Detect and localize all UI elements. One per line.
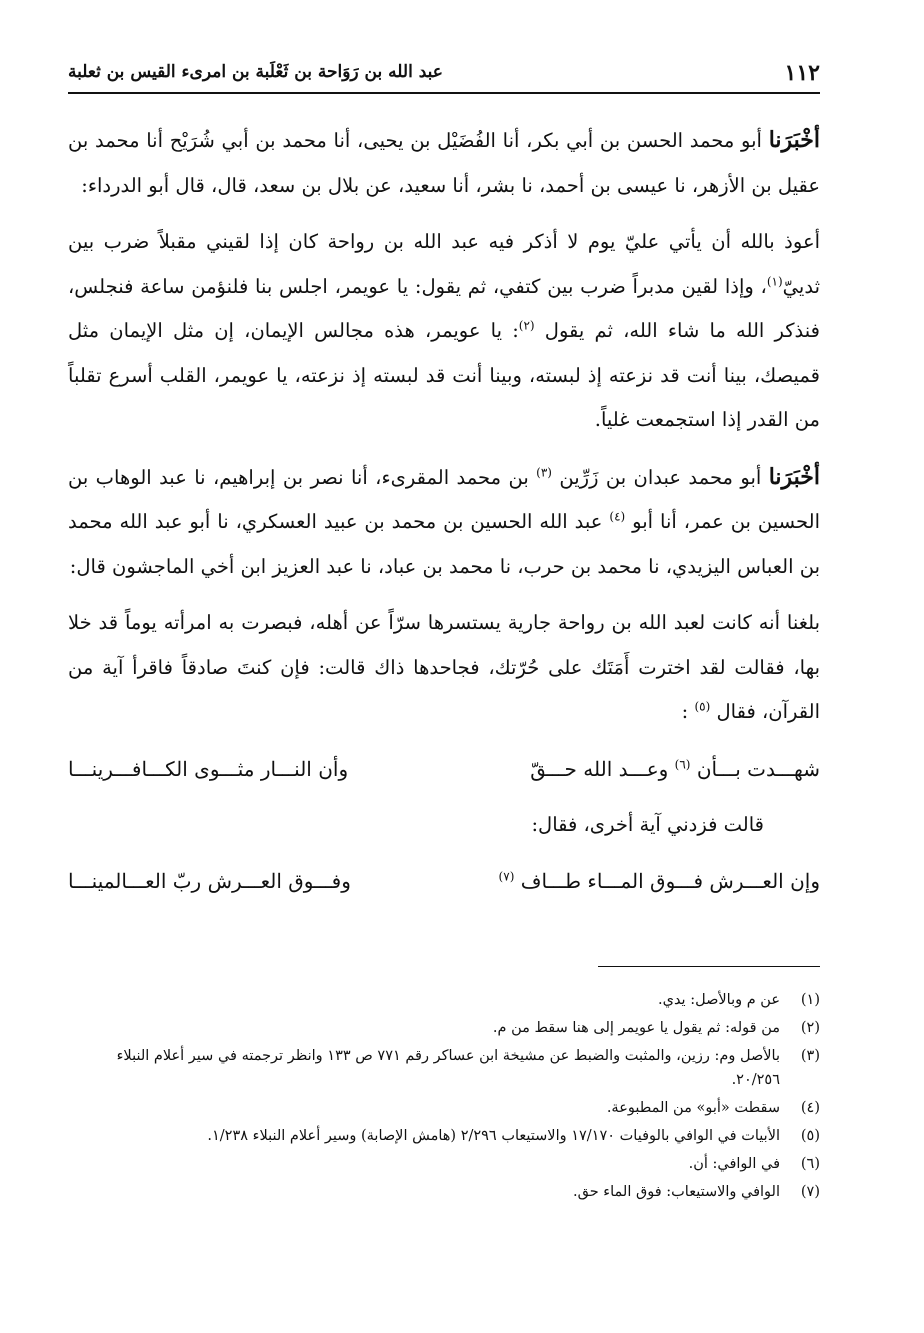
footnote-text: الأبيات في الوافي بالوفيات ١٧/١٧٠ والاستيعاب ٢/٢٩٦ (هامش الإصابة) وسير أعلام النبلاء ١/٢٣٨. (207, 1128, 780, 1144)
paragraph-text: عبد الله الحسين بن محمد بن عبيد العسكري، نا أبو عبد الله محمد بن العباس اليزيدي، نا محمد بن حرب، نا محمد بن عباد، نا عبد العزيز ابن أخي الماجشون قال: (68, 510, 820, 578)
verse-text: وإن العـــرش فـــوق المـــاء طـــاف (520, 869, 820, 893)
verse-second-hemistich: وأن النـــار مثـــوى الكـــافـــرينـــا (68, 756, 349, 781)
transmission-keyword: أخْبَرَنا (768, 463, 821, 490)
verse-text: وعـــد الله حـــقّ (530, 756, 669, 781)
paragraph-text: بن محمد المقرىء، أنا نصر بن إبراهيم، نا عبد الوهاب بن الحسين بن عمر، أنا أبو (68, 465, 821, 533)
page-header (68, 52, 820, 94)
footnote-marker-3[interactable]: (٣) (536, 465, 552, 479)
footnote (68, 1096, 820, 1120)
main-text (68, 118, 820, 915)
verse-intro: قالت فزدني آية أخرى، فقال: (531, 812, 764, 836)
footnotes (68, 988, 820, 1208)
transmission-keyword: أخْبَرَنا (768, 127, 821, 153)
poem-verse-2 (68, 859, 820, 903)
paragraph-4 (68, 601, 820, 735)
verse-text: شهـــدت بـــأن (696, 756, 820, 781)
paragraph-text: : يا عويمر، هذه مجالس الإيمان، إن مثل الإيمان مثل قميصك، بينا أنت قد نزعته إذ لبسته، وبينا أنت قد لبسته إذ نزعته، يا عويمر، القلب أسرع تقلباً من القدر إذا استجمعت غلياً. (68, 319, 820, 431)
paragraph-3 (68, 455, 820, 590)
footnote (68, 1152, 820, 1176)
footnote-number: (٢) (800, 1020, 820, 1036)
footnote-marker-6[interactable]: (٦) (674, 756, 691, 771)
footnote-number: (٤) (800, 1100, 820, 1116)
footnote-text: عن م وبالأصل: يدي. (657, 992, 780, 1008)
paragraph-2 (68, 220, 820, 443)
footnote (68, 1016, 820, 1040)
footnote-number: (٧) (800, 1184, 820, 1200)
paragraph-text: أبو محمد الحسن بن أبي بكر، أنا الفُضَيْل بن يحيى، أنا محمد بن أبي شُرَيْح أنا محمد بن عقيل بن الأزهر، نا عيسى بن أحمد، نا بشر، أنا سعيد، عن بلال بن سعد، قال، قال أبو الدرداء: (68, 129, 820, 197)
footnote-marker-7[interactable]: (٧) (498, 869, 515, 884)
footnote-marker-2[interactable]: (٢) (518, 318, 535, 333)
verse-second-hemistich: وفـــوق العـــرش ربّ العـــالمينـــا (68, 869, 351, 893)
footnote-text: في الوافي: أن. (688, 1156, 780, 1172)
footnote-marker-1[interactable]: (١) (766, 274, 783, 288)
footnote-number: (٥) (800, 1128, 820, 1144)
footnote-number: (٣) (800, 1048, 820, 1064)
footnote-marker-4[interactable]: (٤) (609, 509, 626, 524)
paragraph-text: أعوذ بالله أن يأتي عليّ يوم لا أذكر فيه عبد الله بن رواحة كان إذا لقيني مقبلاً ضرب بين ثدييّ (68, 230, 820, 298)
footnote (68, 1044, 820, 1092)
footnote-text: بالأصل وم: رزين، والمثبت والضبط عن مشيخة ابن عساكر رقم ٧٧١ ص ١٣٣ وانظر ترجمته في سير أعلام النبلاء ٢٠/٢٥٦. (116, 1048, 780, 1088)
footnote-text: من قوله: ثم يقول يا عويمر إلى هنا سقط من م. (492, 1020, 780, 1036)
paragraph-text: ، وإذا لقين مدبراً ضرب بين كتفي، ثم يقول: يا عويمر، اجلس بنا فلنؤمن ساعة فنجلس، فنذكر الله ما شاء الله، ثم يقول (68, 274, 820, 342)
footnote (68, 1124, 820, 1148)
footnote-number: (٦) (800, 1156, 820, 1172)
footnote-marker-5[interactable]: (٥) (694, 699, 711, 714)
paragraph-text: : (681, 700, 689, 723)
footnote (68, 1180, 820, 1204)
paragraph-1 (68, 118, 820, 208)
verse-first-hemistich (499, 859, 820, 903)
footnote (68, 988, 820, 1012)
page-number: ١١٢ (784, 60, 820, 86)
footnote-text: الوافي والاستيعاب: فوق الماء حق. (573, 1184, 780, 1200)
footnote-number: (١) (800, 992, 820, 1008)
verse-first-hemistich (530, 747, 820, 791)
poem-verse-1 (68, 747, 820, 791)
running-title: عبد الله بن رَوَاحة بن ثَعْلَبة بن امرىء القيس بن ثعلبة (68, 62, 443, 82)
footnote-divider (598, 966, 820, 967)
footnote-text: سقطت «أبو» من المطبوعة. (606, 1100, 780, 1116)
paragraph-text: بلغنا أنه كانت لعبد الله بن رواحة جارية يستسرها سرّاً عن أهله، فبصرت به امرأته يوماً قد خلا بها، فقالت لقد اخترت أَمَتَك على حُرّتك، فجاحدها ذاك قالت: فإن كنتَ صادقاً فاقرأ آية من القرآن، فقال (68, 611, 820, 723)
paragraph-text: أبو محمد عبدان بن زَرِّين (559, 465, 762, 489)
